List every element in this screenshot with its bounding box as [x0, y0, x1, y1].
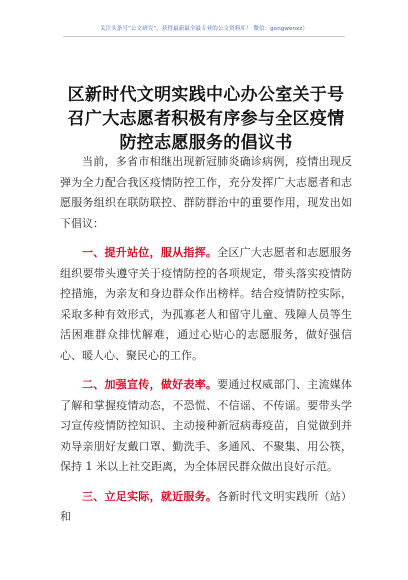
document-body: [60, 152, 352, 528]
point-heading-1: 一、提升站位，服从指挥。: [82, 246, 218, 259]
point-paragraph-1: [60, 243, 352, 366]
intro-paragraph: 当前，多省市相继出现新冠肺炎确诊病例，疫情出现反弹为全力配合我区疫情防控工作，充分发挥广大志愿者和志愿服务组织在联防联控、群防群治中的重要作用，现发出如下倡议：: [60, 155, 352, 230]
point-paragraph-2: [60, 375, 352, 478]
header-banner: 关注头条号“公文研究”，获得最新最全最专业的公文资料库！ 微信：gongwenxz）: [100, 26, 308, 32]
point-heading-2: 二、加强宣传，做好表率。: [82, 378, 218, 391]
banner-divider: [63, 36, 345, 37]
point-text-2: 要通过权威部门、主流媒体了解和掌握疫情动态，不恐慌、不信谣、不传谣。要带头学习宣传疫情防控知识、主动接种新冠病毒疫苗，自觉做到并劝导亲朋好友戴口罩、勤洗手、多通风、不聚集、用公筷，保持 1 米以上社交距离，为全体居民群众做出良好示范。: [60, 378, 353, 473]
point-text-3: 各新时代文明实践所（站）和: [60, 489, 353, 523]
document-title: 区新时代文明实践中心办公室关于号召广大志愿者积极有序参与全区疫情防控志愿服务的倡议书: [67, 85, 345, 153]
point-heading-3: 三、立足实际，就近服务。: [82, 489, 218, 503]
point-text-1: 全区广大志愿者和志愿服务组织要带头遵守关于疫情防控的各项规定，带头落实疫情防控措施，为亲友和身边群众作出榜样。结合疫情防控实际，采取多种有效形式，为孤寡老人和留守儿童、残障人员等生活困难群众排忧解难，通过心贴心的志愿服务，做好强信心、暖人心、聚民心的工作。: [60, 246, 353, 362]
point-paragraph-3: [60, 487, 352, 528]
